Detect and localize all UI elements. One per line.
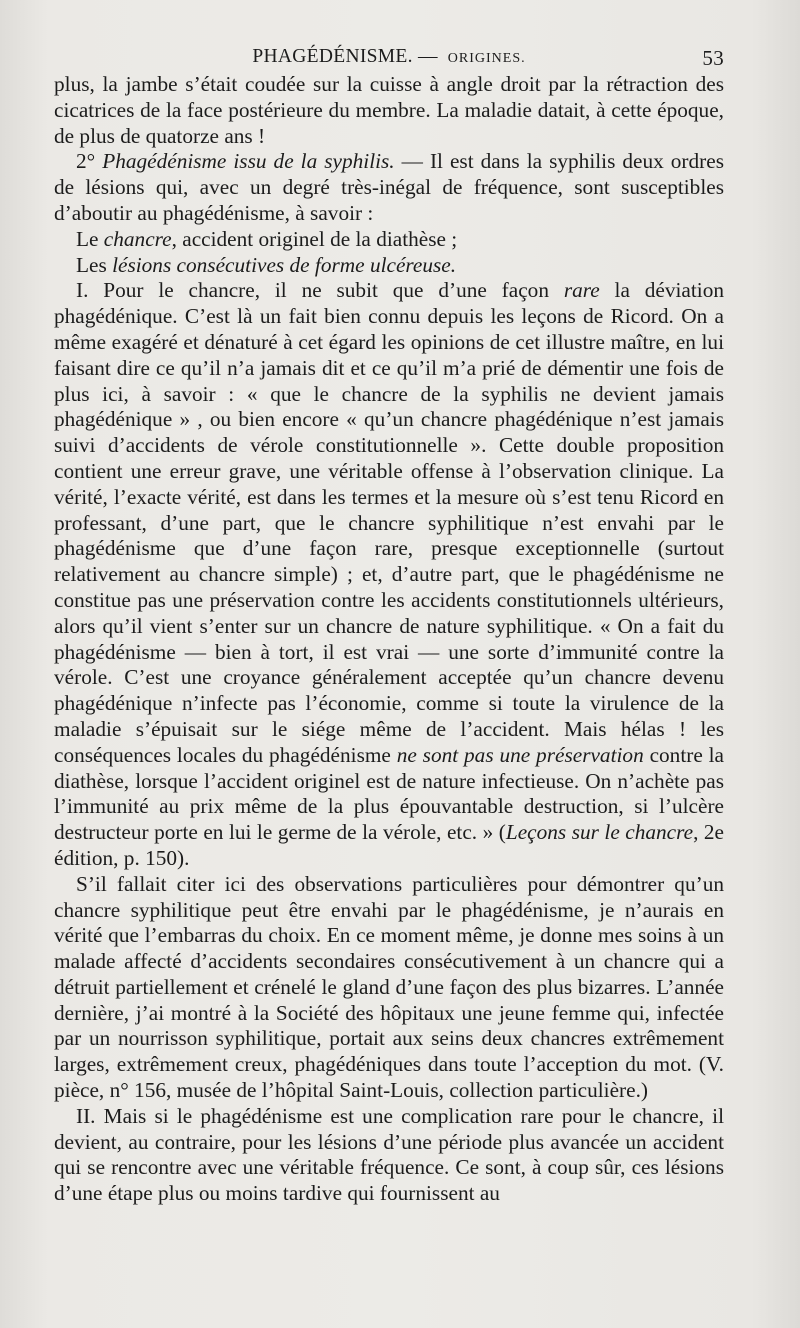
text-run: Le (76, 226, 104, 251)
paragraph (54, 72, 724, 149)
paragraph (54, 1104, 724, 1207)
text-run: — Il est dans la syphilis deux ordres de lésions qui, avec un degré très-inégal de fréquence, sont susceptibles d’aboutir au phagédénisme, à savoir : (54, 149, 724, 225)
italic-text: Phagédénisme issu de la syphilis. (102, 149, 395, 174)
body-text (54, 72, 724, 1207)
italic-text: lésions consécutives de forme ulcéreuse. (112, 252, 457, 277)
running-title-text: PHAGÉDÉNISME. — (252, 46, 438, 67)
text-run: 2° (76, 149, 103, 174)
text-run: la déviation phagédénique. C’est là un fait bien connu depuis les leçons de Ricord. On a même exagéré et dénaturé à cet égard les opinions de cet illustre maître, en lui faisant dire ce qu’il n’a jamais dit et ce qu’il m’a prié de démentir une fois de plus ici, à savoir : « que le chancre de la syphilis ne devient jamais phagédénique » , ou bien encore « qu’un chancre phagédénique n’est jamais suivi d’accidents de vérole constitutionnelle ». Cette double proposition contient une erreur grave, une véritable offense à l’observation clinique. La vérité, l’exacte vérité, est dans les termes et la mesure où s’est tenu Ricord en professant, d’une part, que le chancre syphilitique n’est envahi par le phagédénisme que d’une façon rare, presque exceptionnelle (surtout relativement au chancre simple) ; et, d’autre part, que le phagédénisme ne constitue pas une préservation contre les accidents constitutionnels ultérieurs, alors qu’il vient s’enter sur un chancre de nature syphilitique. « On a fait du phagédénisme — bien à tort, il est vrai — une sorte d’immunité contre la vérole. C’est une croyance généralement acceptée qu’un chancre devenu phagédénique n’infecte pas l’économie, comme si toute la virulence de la maladie s’épuisait sur le siége même de l’accident. Mais hélas ! les conséquences locales du phagédénisme (54, 278, 724, 767)
paragraph (54, 278, 724, 871)
running-title (54, 46, 724, 68)
italic-text: Leçons sur le chancre (505, 820, 694, 845)
text-run: S’il fallait citer ici des observations particulières pour démontrer qu’un chancre syphilitique peut être envahi par le phagédénisme, je n’aurais en vérité que l’embarras du choix. En ce moment même, je donne mes soins à un malade affecté d’accidents secondaires consécutivement à un chancre qui a détruit partiellement et crénelé le gland d’une façon des plus bizarres. L’année dernière, j’ai montré à la Société des hôpitaux une jeune femme qui, infectée par un nourrisson syphilitique, portait aux seins deux chancres extrêmement larges, extrêmement creux, phagédéniques dans toute l’acception du mot. (V. pièce, n° 156, musée de l’hôpital Saint-Louis, collection particulière.) (54, 871, 724, 1103)
paragraph (54, 253, 724, 279)
paragraph (54, 872, 724, 1104)
italic-text: rare (563, 278, 600, 303)
text-run: I. Pour le chancre, il ne subit que d’une façon (76, 278, 564, 303)
text-run: plus, la jambe s’était coudée sur la cuisse à angle droit par la rétraction des cicatrices de la face postérieure du membre. La maladie datait, à cette époque, de plus de quatorze ans ! (54, 72, 724, 148)
text-run: Les (76, 252, 113, 277)
text-run: II. Mais si le phagédénisme est une complication rare pour le chancre, il devient, au contraire, pour les lésions d’une période plus avancée un accident qui se rencontre avec une véritable fréquence. Ce sont, à coup sûr, ces lésions d’une étape plus ou moins tardive qui fournissent au (54, 1103, 724, 1206)
paragraph (54, 227, 724, 253)
text-run: contre la diathèse, lorsque l’accident originel est de nature infectieuse. On n’achète pas l’immunité au prix même de la plus épouvantable destruction, si l’ulcère destructeur porte en lui le germe de la vérole, etc. » ( (54, 742, 724, 845)
page-number: 53 (702, 46, 724, 70)
text-run: , 2e édition, p. 150). (54, 820, 724, 870)
italic-text: chancre (103, 226, 172, 251)
running-header (54, 42, 724, 72)
italic-text: ne sont pas une préservation (396, 742, 644, 767)
text-run: , accident originel de la diathèse ; (171, 226, 458, 251)
paragraph (54, 149, 724, 226)
running-subtitle: ORIGINES. (447, 51, 526, 66)
